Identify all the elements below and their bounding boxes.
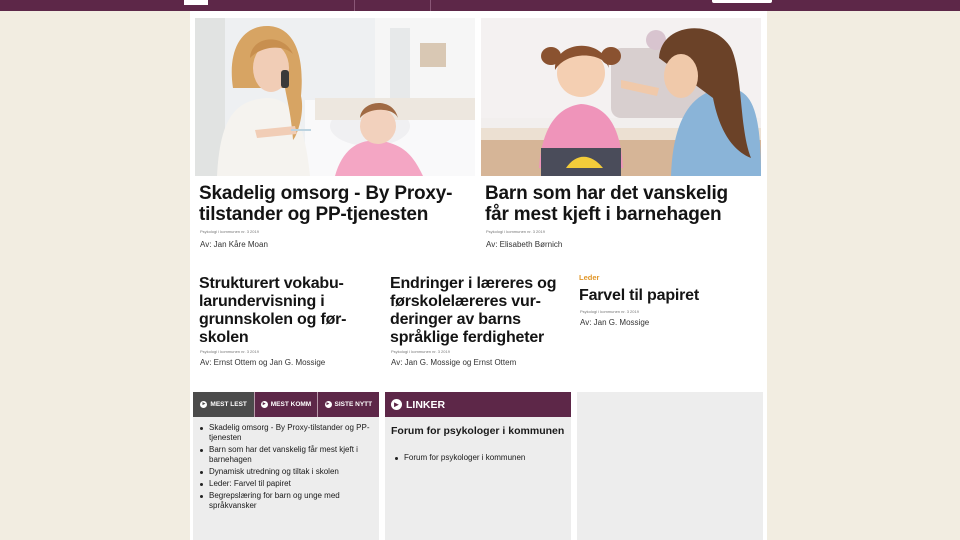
article-title[interactable]: Endringer i læreres og førskolelæreres vur-deringer av barns språklige ferdigheter	[390, 275, 557, 346]
list-item[interactable]: Dynamisk utredning og tiltak i skolen	[205, 467, 373, 477]
article-meta: Psykologi i kommunen nr. 3 2019	[200, 229, 259, 234]
list-item[interactable]: Skadelig omsorg - By Proxy-tilstander og PP-tjenesten	[205, 423, 373, 443]
tab-label: MEST LEST	[210, 401, 247, 408]
nav-divider	[354, 0, 355, 11]
article-image-scolding[interactable]	[481, 18, 761, 176]
tab-label: MEST KOMM	[270, 401, 312, 408]
nav-divider	[430, 0, 431, 11]
article-title[interactable]: Farvel til papiret	[579, 287, 699, 304]
list-item[interactable]: Leder: Farvel til papiret	[205, 479, 373, 489]
links-header-label: LINKER	[406, 398, 446, 411]
tab-label: SISTE NYTT	[334, 401, 373, 408]
article-author: Av: Jan G. Mossige og Ernst Ottem	[391, 358, 517, 367]
article-kicker: Leder	[579, 273, 600, 282]
popular-tabs	[193, 392, 379, 417]
link-item[interactable]: Forum for psykologer i kommunen	[400, 453, 562, 463]
links-list	[388, 453, 568, 465]
article-image-sick-child[interactable]	[195, 18, 475, 176]
article-author: Av: Jan G. Mossige	[580, 318, 650, 327]
article-author: Av: Elisabeth Børnich	[486, 240, 563, 249]
article-meta: Psykologi i kommunen nr. 3 2019	[391, 349, 450, 354]
article-author: Av: Ernst Ottem og Jan G. Mossige	[200, 358, 326, 367]
ad-placeholder	[577, 392, 763, 540]
tab-mest-komm[interactable]	[255, 392, 317, 417]
article-meta: Psykologi i kommunen nr. 3 2019	[580, 309, 639, 314]
list-item[interactable]: Barn som har det vanskelig får mest kjeft i barnehagen	[205, 445, 373, 465]
top-navigation-bar	[0, 0, 960, 11]
arrow-circle-icon: ►	[325, 401, 331, 407]
tab-mest-lest[interactable]	[193, 392, 255, 417]
arrow-circle-icon: ►	[392, 400, 401, 409]
article-author: Av: Jan Kåre Moan	[200, 240, 268, 249]
most-read-panel	[193, 417, 379, 540]
article-title[interactable]: Strukturert vokabu-larundervisning i grunnskolen og før-skolen	[199, 275, 347, 346]
arrow-circle-icon: ►	[261, 401, 267, 407]
links-header	[385, 392, 571, 417]
article-meta: Psykologi i kommunen nr. 3 2019	[486, 229, 545, 234]
article-title[interactable]: Barn som har det vanskelig får mest kjeft i barnehagen	[485, 183, 728, 225]
search-button[interactable]	[712, 0, 772, 3]
article-title[interactable]: Skadelig omsorg - By Proxy-tilstander og PP-tjenesten	[199, 183, 453, 225]
site-logo[interactable]	[184, 0, 208, 5]
article-meta: Psykologi i kommunen nr. 3 2019	[200, 349, 259, 354]
links-section-title: Forum for psykologer i kommunen	[391, 425, 565, 437]
arrow-circle-icon: ►	[201, 401, 207, 407]
main-content	[190, 11, 767, 540]
list-item[interactable]: Begrepslæring for barn og unge med språkvansker	[205, 491, 373, 511]
most-read-list	[193, 417, 379, 511]
tab-siste-nytt[interactable]	[318, 392, 379, 417]
